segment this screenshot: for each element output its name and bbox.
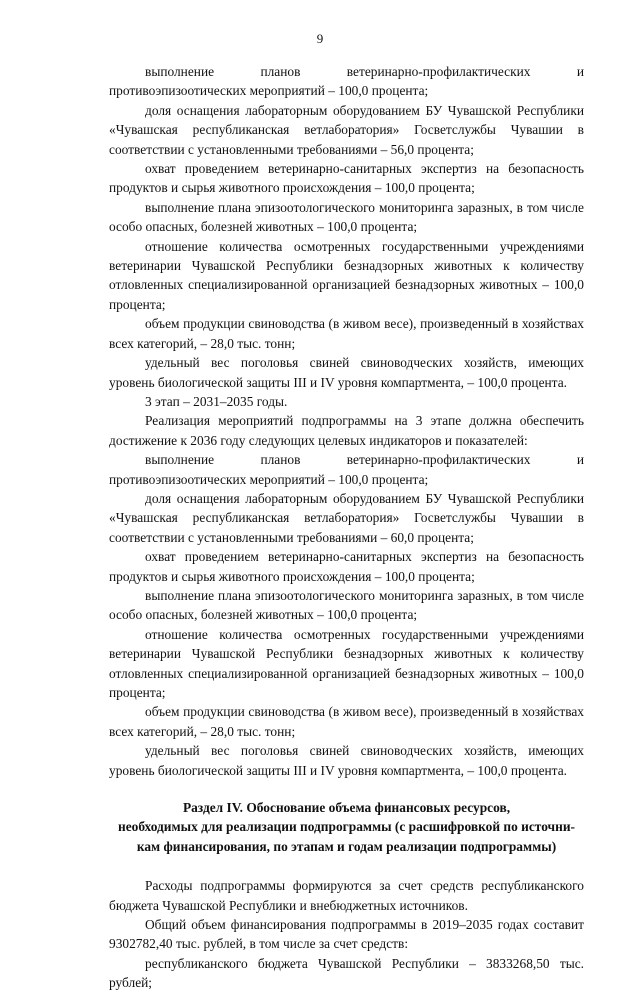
paragraph: Расходы подпрограммы формируются за счет средств республиканского бюджета Чувашской Республики и внебюджетных источников. [109,878,584,913]
section-heading-line: необходимых для реализации подпрограммы (с расшифровкой по источни- [117,819,575,835]
stage3-intro: Реализация мероприятий подпрограммы на 3 этапе должна обеспечить достижение к 2036 году следующих целевых индикаторов и показателей: [109,413,584,448]
paragraph: объем продукции свиноводства (в живом весе), произведенный в хозяйствах всех категорий, – 28,0 тыс. тонн; [109,316,584,351]
paragraph: доля оснащения лабораторным оборудованием БУ Чувашской Республики «Чувашская республиканская ветлаборатория» Госветслужбы Чувашии в соответствии с установленными требованиями – 56,0 процента; [109,102,584,157]
page-number: 9 [316,31,324,46]
paragraph: удельный вес поголовья свиней свиноводческих хозяйств, имеющих уровень биологической защиты III и IV уровня компартмента, – 100,0 процента. [109,743,584,778]
section-heading-line: Раздел IV. Обоснование объема финансовых ресурсов, [182,800,511,816]
document-body [109,62,584,993]
paragraph: Общий объем финансирования подпрограммы в 2019–2035 годах составит 9302782,40 тыс. рублей, в том числе за счет средств: [109,917,584,952]
paragraph: охват проведением ветеринарно-санитарных экспертиз на безопасность продуктов и сырья животного происхождения – 100,0 процента; [109,549,584,584]
paragraph: выполнение плана эпизоотологического мониторинга заразных, в том числе особо опасных, болезней животных – 100,0 процента; [109,587,584,623]
paragraph: выполнение планов ветеринарно-профилактических и противоэпизоотических мероприятий – 100,0 процента; [109,64,584,99]
section-heading-line: кам финансирования, по этапам и годам реализации подпрограммы) [136,838,557,854]
paragraph: охват проведением ветеринарно-санитарных экспертиз на безопасность продуктов и сырья животного происхождения – 100,0 процента; [109,161,584,196]
paragraph: отношение количества осмотренных государственными учреждениями ветеринарии Чувашской Республики безнадзорных животных к количеству отловленных специализированной организацией безнадзорных животных – 100,0 процента; [109,238,584,312]
stage3-title: 3 этап – 2031–2035 годы. [145,393,288,409]
paragraph: выполнение планов ветеринарно-профилактических и противоэпизоотических мероприятий – 100,0 процента; [109,452,584,487]
paragraph: отношение количества осмотренных государственными учреждениями ветеринарии Чувашской Республики безнадзорных животных к количеству отловленных специализированной организацией безнадзорных животных – 100,0 процента; [109,626,584,700]
paragraph: доля оснащения лабораторным оборудованием БУ Чувашской Республики «Чувашская республиканская ветлаборатория» Госветслужбы Чувашии в соответствии с установленными требованиями – 60,0 процента; [109,490,584,545]
paragraph: выполнение плана эпизоотологического мониторинга заразных, в том числе особо опасных, болезней животных – 100,0 процента; [109,199,584,235]
section-heading [109,798,584,856]
paragraph: удельный вес поголовья свиней свиноводческих хозяйств, имеющих уровень биологической защиты III и IV уровня компартмента, – 100,0 процента. [109,355,584,390]
paragraph: республиканского бюджета Чувашской Республики – 3833268,50 тыс. рублей; [109,955,584,991]
paragraph: объем продукции свиноводства (в живом весе), произведенный в хозяйствах всех категорий, – 28,0 тыс. тонн; [109,704,584,739]
